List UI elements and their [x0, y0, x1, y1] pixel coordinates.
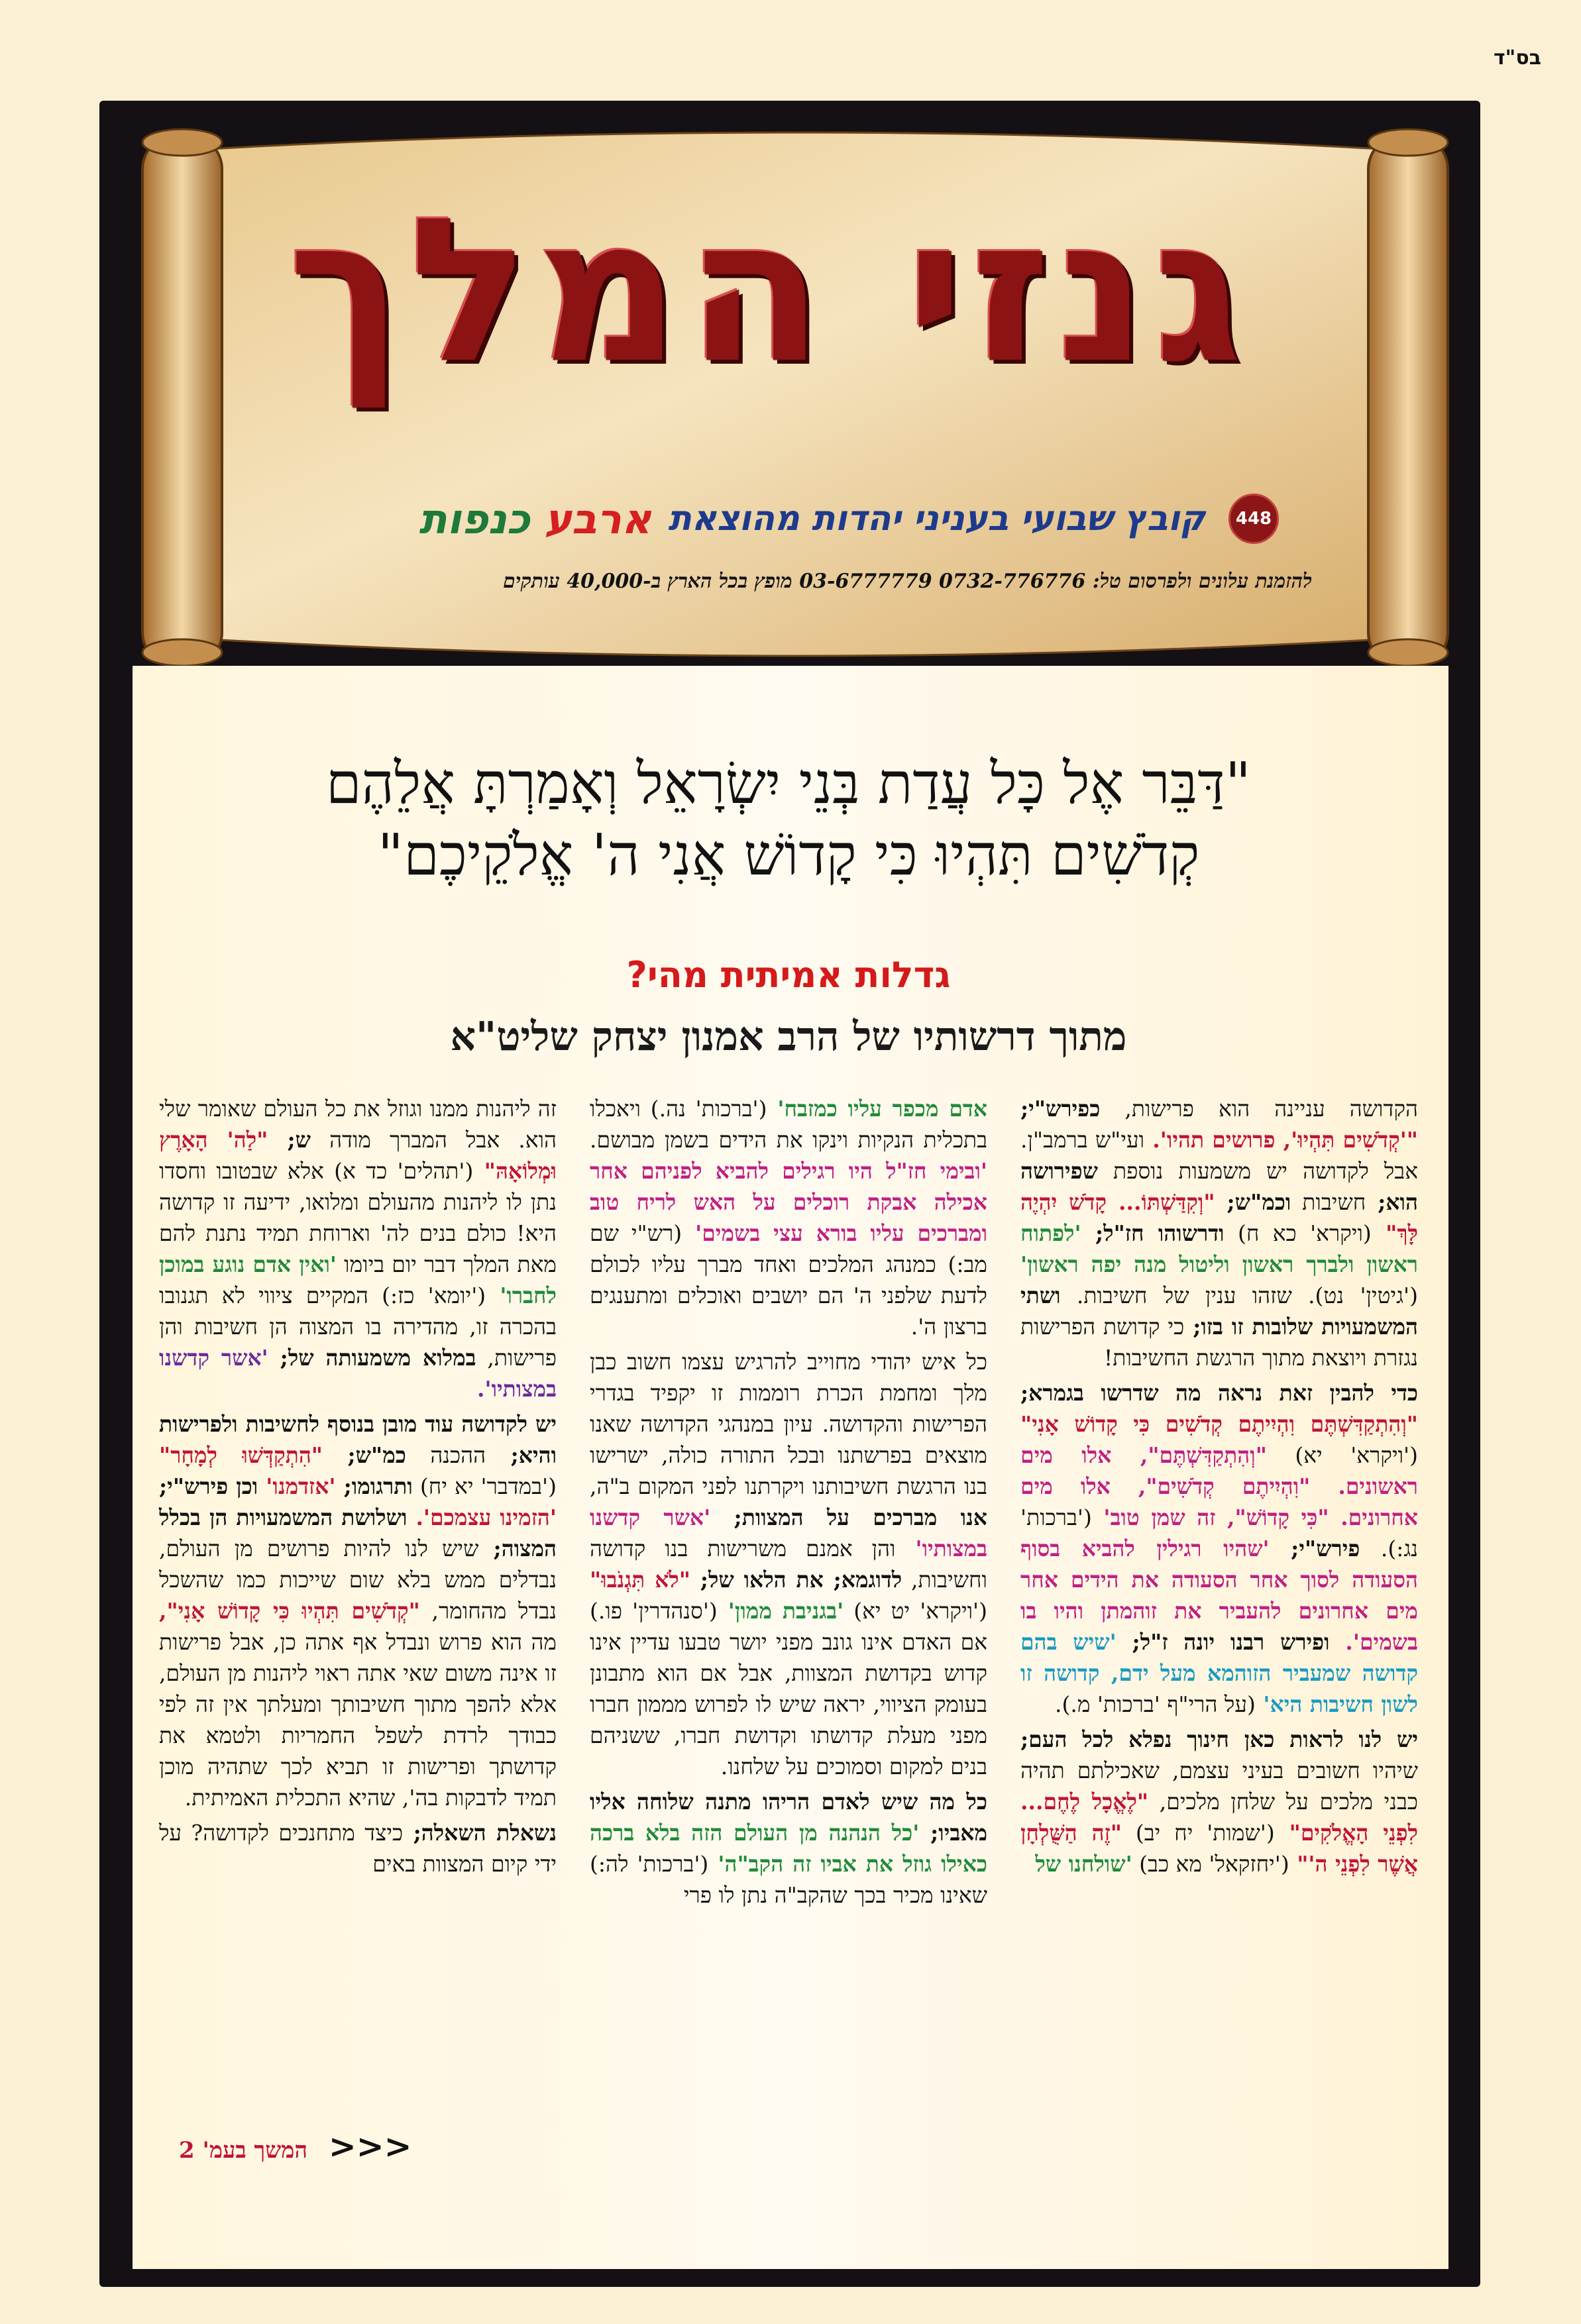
- paragraph: [159, 1093, 557, 1404]
- column-middle: [590, 1093, 987, 2153]
- text-run: "קְדֹשִׁים תִּהְיוּ כִּי קָדוֹשׁ אָנִי",: [159, 1598, 420, 1624]
- article-byline: מתוך דרשותיו של הרב אמנון יצחק שליט"א: [450, 1014, 1127, 1060]
- text-run: 'שהיו רגילין להביא בסוף הסעודה לסוך אחר הסעודה את הידים אחר מים אחרונים להעביר את זוהמתן והיו בו בשמים'.: [1020, 1536, 1419, 1655]
- issue-number-badge: 448: [1228, 494, 1279, 544]
- text-run: ('תהלים' כד א) אלא שבטובו וחסדו נתן לו ליהנות מהעולם ומלואו, ידיעה זו קדושה היא! כולם בנים לה' וארוחת תמיד נתנת להם מאת המלך דבר יום ביומו: [159, 1158, 557, 1277]
- verse-line-2: קְדֹשִׁים תִּהְיוּ כִּי קָדוֹשׁ אֲנִי ה' אֱלֹקֵיכֶם": [377, 821, 1200, 888]
- text-run: לדוגמא; את הלאו של;: [690, 1567, 902, 1593]
- text-run: "'קְדֹשִׁים תִּהְיוּ', פרושים תהיו'.: [1144, 1127, 1418, 1153]
- text-run: ('יומא' כז:) המקיים ציווי לא תגנובו בהכרה זו, מהדירה בו המצוה הן חשיבות והן פרישות,: [159, 1283, 557, 1371]
- text-run: נשאלת השאלה;: [403, 1820, 557, 1846]
- text-run: "לַה' הָאָרֶץ וּמְלוֹאָהּ": [159, 1127, 557, 1184]
- text-run: "זֶה הַשֻּׁלְחָן אֲשֶׁר לִפְנֵי ה'": [1020, 1820, 1418, 1877]
- text-run: "וְהִתְקַדִּשְׁתֶּם וִהְיִיתֶם קְדֹשִׁים כִּי קָדוֹשׁ אָנִי": [1020, 1411, 1418, 1437]
- paragraph: [590, 1786, 987, 1911]
- text-run: ('ויקרא' יא): [1266, 1442, 1418, 1468]
- text-run: כי קדושת הפרישות נגזרת ויוצאת מתוך הרגשת החשיבות!: [1020, 1314, 1418, 1371]
- text-run: במלוא משמעותה של;: [268, 1345, 476, 1371]
- column-right: [1020, 1093, 1418, 2153]
- text-run: ('ויקרא' יט יא): [844, 1598, 987, 1624]
- paragraph: [1020, 1377, 1418, 1720]
- text-run: ודרשוהו חז"ל;: [1081, 1220, 1225, 1246]
- text-run: יש לנו לראות כאן חינוך נפלא לכל העם;: [1020, 1726, 1418, 1752]
- text-run: ופירש רבנו יונה ז"ל;: [1116, 1629, 1330, 1655]
- paragraph: [159, 1817, 557, 1879]
- text-run: (על הרי"ף 'ברכות' מ.).: [1054, 1691, 1256, 1717]
- text-run: ('ברכות' נג:).: [1020, 1505, 1418, 1561]
- text-run: מה הוא פרוש ונבדל אף אתה כן, אבל פרישות זו אינה משום שאי אתה ראוי ליהנות מן העולם, אלא להפך מתוך חשיבותך ומעלתך אין זה לפי כבודך לרדת לשפל החמריות ולטמא את קדושתך ופרישות זו תביא לכך שתהיה מוכן תמיד לדבקות בה', שהיא התכלית האמיתית.: [159, 1629, 557, 1811]
- column-left: [159, 1093, 557, 2153]
- publisher-logo: [419, 495, 651, 543]
- text-run: אדם מכפר עליו כמזבח': [767, 1096, 987, 1122]
- text-run: "וְקִדַּשְׁתּוֹ... קָדֹשׁ יִהְיֶה לָּךְ": [1020, 1189, 1418, 1246]
- contact-line: להזמנת עלונים ולפרסום טל: 0732-776776 03-6777779 מופץ בכל הארץ ב-40,000 עותקים: [503, 570, 1312, 593]
- paragraph: [159, 1408, 557, 1813]
- text-run: 'הזמינו עצמכם'.: [407, 1505, 557, 1530]
- text-run: ('ברכות' נה.) ויאכלו בתכלית הנקיות וינקו את הידים בשמן מבושם.: [590, 1096, 987, 1153]
- text-run: "לֶאֱכָל לֶחֶם... לִפְנֵי הָאֱלֹקִים": [1020, 1789, 1418, 1846]
- text-run: "לֹא תִּגְנֹבוּ": [590, 1567, 690, 1593]
- text-run: "וְהִתְקַדִּשְׁתֶּם", אלו מים ראשונים. "וִהְיִיתֶם קְדֹשִׁים", אלו מים אחרונים. "כִּי קָדוֹשׁ", זה שמן טוב': [1020, 1442, 1418, 1530]
- text-run: 'לפתוח ראשון ולברך ראשון וליטול מנה יפה ראשון': [1020, 1220, 1418, 1277]
- text-run: שיהיו חשובים בעיני עצמם, שאכילתם תהיה כבני מלכים על שלחן מלכים,: [1020, 1758, 1418, 1815]
- text-run: (ויקרא' כא ח): [1224, 1220, 1372, 1246]
- text-run: 'אשר קדשנו במצותיו': [590, 1505, 988, 1561]
- text-run: 'שולחנו של: [1035, 1851, 1132, 1877]
- text-run: והן אמנם משרישות בנו קדושה וחשיבות,: [590, 1536, 987, 1593]
- corner-mark: בס"ד: [1494, 46, 1541, 70]
- text-run: ושתי המשמעויות שלובות זו בזו;: [1020, 1283, 1419, 1340]
- text-run: ועי"ש ברמב"ן. אבל לקדושה יש משמעות נוספת: [1020, 1127, 1418, 1184]
- text-run: וכמ"ש;: [1215, 1189, 1291, 1215]
- text-run: וכן פירש"י;: [159, 1473, 258, 1499]
- text-run: 'בגניבת ממון': [717, 1598, 844, 1624]
- text-run: ושלושת המשמעויות הן בכלל המצוה;: [159, 1505, 557, 1561]
- text-run: כפירש"י;: [1020, 1096, 1101, 1122]
- continued-arrows: <<<: [328, 2127, 412, 2166]
- text-run: ההכנה: [406, 1442, 486, 1468]
- text-run: ('שמות' יח יב): [1121, 1820, 1275, 1846]
- text-run: כל מה שיש לאדם הריהו מתנה שלוחה אליו מאביו;: [590, 1789, 988, 1846]
- masthead-subline: [245, 494, 1279, 544]
- text-run: ('גיטין' נט). שזהו ענין של חשיבות.: [1060, 1283, 1418, 1308]
- text-run: כל איש יהודי מחוייב להרגיש עצמו חשוב כבן מלך ומחמת הכרת רוממות זו יקפיד בגדרי הפרישות והקדושה. עיון במנהגי הקדושה שאנו מוצאים בפרשתנו ובכל התורה כולה, ישרישו בנו הרגשת חשיבותנו ויקרתנו לפני המקום ב"ה,: [590, 1349, 987, 1499]
- text-run: כדי להבין זאת נראה מה שדרשו בגמרא;: [1020, 1380, 1418, 1406]
- text-run: (רש"י שם מב:) כמנהג המלכים ואחד מברך עליו לכולם לדעת שלפני ה' הם יושבים ואוכלים ומתענגים ברצון ה'.: [590, 1220, 987, 1340]
- text-run: ('יחזקאל' מא כב): [1132, 1851, 1289, 1877]
- text-run: ('במדבר' יא יח): [412, 1473, 557, 1499]
- text-run: 'אשר קדשנו במצותיו'.: [159, 1345, 557, 1402]
- text-run: יש לקדושה עוד מובן בנוסף לחשיבות ולפרישות והיא;: [159, 1411, 557, 1468]
- verse-heading: [172, 749, 1405, 891]
- article-columns: [159, 1093, 1418, 2153]
- text-run: 'ובימי חז"ל היו רגילים להביא לפניהם אחר אכילה אבקת רוכלים על האש לריח טוב ומברכים עליו בורא עצי בשמים': [590, 1158, 988, 1246]
- masthead-title: גנזי המלך: [288, 176, 1250, 407]
- text-run: כיצד מתחנכים לקדושה? על ידי קיום המצוות באים: [159, 1820, 557, 1877]
- paragraph: [590, 1093, 987, 1342]
- text-run: 'כל הנהנה מן העולם הזה בלא ברכה כאילו גוזל את אביו זה הקב"ה': [590, 1820, 988, 1877]
- verse-line-1: "דַּבֵּר אֶל כָּל עֲדַת בְּנֵי יִשְׂרָאֵל וְאָמַרְתָּ אֲלֵהֶם: [325, 751, 1252, 817]
- text-run: ש;: [268, 1127, 311, 1153]
- text-run: כמ"ש;: [323, 1442, 406, 1468]
- paragraph: [590, 1346, 987, 1782]
- text-run: ('ברכות' לה:) שאינו מכיר בכך שהקב"ה נתן לו פרי: [590, 1851, 987, 1908]
- article-subtitle: גדלות אמיתית מהי?: [626, 954, 951, 996]
- masthead-tagline: קובץ שבועי בעניני יהדות מהוצאת: [668, 499, 1205, 539]
- continued-text: המשך בעמ' 2: [179, 2137, 308, 2164]
- text-run: "הִתְקַדְּשׁוּ לְמָחָר": [159, 1442, 323, 1468]
- text-run: זה ליהנות ממנו וגוזל את כל העולם שאומר שלי הוא. אבל המברך מודה: [159, 1096, 557, 1153]
- text-run: אנו מברכים על המצוות;: [710, 1505, 987, 1530]
- text-run: 'אזדמנו': [258, 1473, 336, 1499]
- paragraph: [1020, 1093, 1418, 1373]
- text-run: 'ואין אדם נוגע במוכן לחברו': [159, 1251, 557, 1308]
- text-run: ותרגומו;: [335, 1473, 413, 1499]
- text-run: חשיבות: [1291, 1189, 1366, 1215]
- text-run: הקדושה עניינה הוא פרישות,: [1100, 1096, 1418, 1122]
- paragraph: [1020, 1724, 1418, 1879]
- text-run: פירש"י;: [1269, 1536, 1360, 1561]
- text-run: שפירושה הוא;: [1020, 1158, 1418, 1215]
- continued-note: [179, 2127, 412, 2166]
- publisher-logo-part-b: כנפות: [419, 494, 530, 543]
- publisher-logo-part-a: ארבע: [544, 494, 652, 543]
- text-run: 'שיש בהם קדושה שמעביר הזוהמא מעל ידם, קדושה זו לשון חשיבות היא': [1020, 1629, 1418, 1717]
- text-run: שיש לנו להיות פרושים מן העולם, נבדלים ממש בלא שום שייכות כמו שהשכל נבדל מהחומר,: [159, 1536, 557, 1624]
- text-run: ('סנהדרין' פו.) אם האדם אינו גונב מפני יושר טבעו עדיין אינו קדוש בקדושת המצוות, אבל אם הוא מתבונן בעומק הציווי, יראה שיש לו לפרוש מממון חברו מפני מעלת קדושתו וקדושת חברו, ששניהם בנים למקום וסמוכים על שלחנו.: [590, 1598, 987, 1779]
